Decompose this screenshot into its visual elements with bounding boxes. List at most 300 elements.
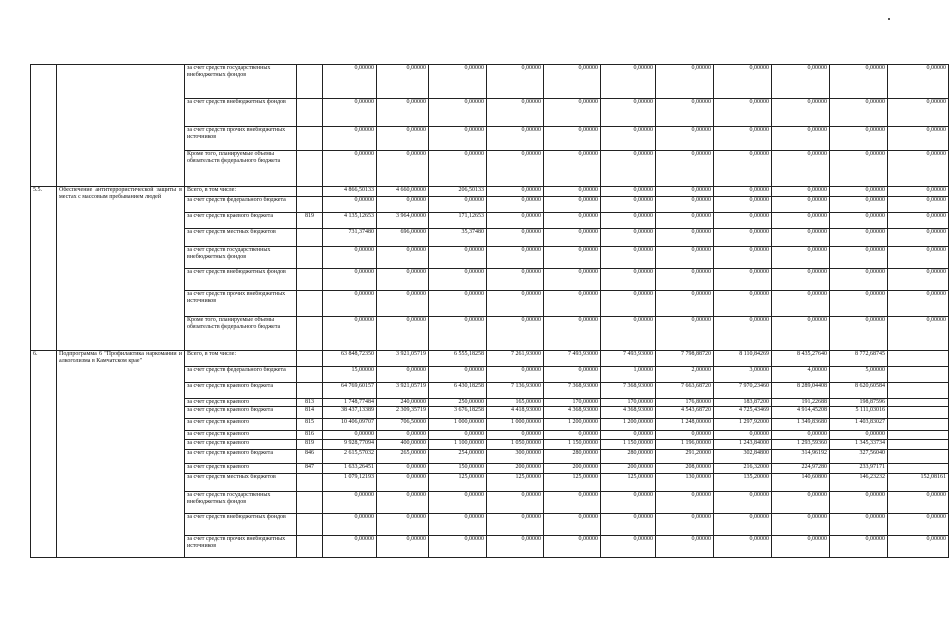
amount-cell: 63 848,72350 <box>323 351 377 367</box>
budget-code <box>297 65 323 99</box>
amount-cell: 64 769,60157 <box>323 383 377 399</box>
amount-cell: 224,97280 <box>772 464 830 474</box>
amount-cell: 0,00000 <box>377 317 429 351</box>
budget-code: 819 <box>297 213 323 229</box>
amount-cell: 0,00000 <box>323 269 377 291</box>
budget-code <box>297 492 323 514</box>
amount-cell: 0,00000 <box>323 247 377 269</box>
amount-cell: 1 349,83680 <box>772 419 830 431</box>
amount-cell: 0,00000 <box>601 492 656 514</box>
amount-cell: 0,00000 <box>487 536 544 558</box>
funding-source: за счет средств внебюджетных фондов <box>185 514 297 536</box>
amount-cell: 731,37480 <box>323 229 377 247</box>
amount-cell: 0,00000 <box>487 514 544 536</box>
amount-cell: 8 110,84269 <box>714 351 772 367</box>
amount-cell: 0,00000 <box>772 127 830 151</box>
amount-cell: 0,00000 <box>601 65 656 99</box>
amount-cell: 0,00000 <box>429 492 487 514</box>
amount-cell: 1 000,00000 <box>429 419 487 431</box>
amount-cell <box>888 399 949 407</box>
amount-cell: 0,00000 <box>772 536 830 558</box>
budget-code: 813 <box>297 399 323 407</box>
amount-cell: 7 368,93000 <box>544 383 601 399</box>
amount-cell: 0,00000 <box>487 367 544 383</box>
amount-cell: 208,00000 <box>656 464 714 474</box>
amount-cell <box>888 407 949 419</box>
funding-source: за счет средств прочих внебюджетных источников <box>185 536 297 558</box>
amount-cell: 0,00000 <box>830 269 888 291</box>
amount-cell: 0,00000 <box>377 464 429 474</box>
amount-cell: 130,00000 <box>656 474 714 492</box>
scan-dot <box>888 18 890 20</box>
amount-cell: 0,00000 <box>377 492 429 514</box>
amount-cell: 0,00000 <box>714 291 772 317</box>
item-number: 5.5. <box>31 187 57 351</box>
amount-cell: 1 150,00000 <box>544 440 601 450</box>
amount-cell: 3 921,05719 <box>377 383 429 399</box>
budget-code <box>297 197 323 213</box>
amount-cell: 0,00000 <box>656 317 714 351</box>
amount-cell: 400,00000 <box>377 440 429 450</box>
amount-cell: 0,00000 <box>429 65 487 99</box>
amount-cell: 0,00000 <box>544 65 601 99</box>
amount-cell: 200,00000 <box>544 464 601 474</box>
amount-cell: 0,00000 <box>601 151 656 187</box>
amount-cell: 696,00000 <box>377 229 429 247</box>
amount-cell: 3,00000 <box>714 367 772 383</box>
amount-cell: 0,00000 <box>487 229 544 247</box>
amount-cell: 2 615,57032 <box>323 450 377 464</box>
amount-cell: 0,00000 <box>544 269 601 291</box>
amount-cell <box>888 419 949 431</box>
table-row <box>31 351 949 367</box>
amount-cell: 0,00000 <box>888 99 949 127</box>
amount-cell: 0,00000 <box>601 514 656 536</box>
amount-cell: 4 660,00000 <box>377 187 429 197</box>
amount-cell: 0,00000 <box>830 187 888 197</box>
amount-cell: 291,20000 <box>656 450 714 464</box>
amount-cell: 0,00000 <box>487 431 544 440</box>
funding-source: за счет средств внебюджетных фондов <box>185 99 297 127</box>
amount-cell: 0,00000 <box>714 65 772 99</box>
amount-cell: 1 200,00000 <box>601 419 656 431</box>
amount-cell <box>888 383 949 399</box>
amount-cell: 0,00000 <box>377 269 429 291</box>
amount-cell: 0,00000 <box>714 127 772 151</box>
amount-cell: 0,00000 <box>377 474 429 492</box>
amount-cell: 314,96192 <box>772 450 830 464</box>
amount-cell: 15,00000 <box>323 367 377 383</box>
amount-cell: 216,32000 <box>714 464 772 474</box>
amount-cell: 0,00000 <box>429 431 487 440</box>
amount-cell: 8 435,27640 <box>772 351 830 367</box>
amount-cell: 0,00000 <box>772 197 830 213</box>
funding-source: за счет средств местных бюджетов <box>185 474 297 492</box>
amount-cell: 0,00000 <box>323 127 377 151</box>
funding-source: за счет средств краевого бюджета <box>185 213 297 229</box>
amount-cell: 5 111,03016 <box>830 407 888 419</box>
budget-code <box>297 514 323 536</box>
amount-cell: 0,00000 <box>830 213 888 229</box>
budget-code <box>297 229 323 247</box>
amount-cell: 0,00000 <box>888 151 949 187</box>
amount-cell: 0,00000 <box>323 291 377 317</box>
amount-cell: 4 135,12653 <box>323 213 377 229</box>
funding-source: Кроме того, планируемые объемы обязательств федерального бюджета <box>185 317 297 351</box>
amount-cell: 0,00000 <box>429 317 487 351</box>
amount-cell: 0,00000 <box>714 492 772 514</box>
budget-code <box>297 151 323 187</box>
amount-cell: 0,00000 <box>830 127 888 151</box>
amount-cell: 0,00000 <box>888 127 949 151</box>
table-body <box>31 65 949 558</box>
amount-cell: 0,00000 <box>377 536 429 558</box>
amount-cell: 1 100,00000 <box>429 440 487 450</box>
amount-cell: 0,00000 <box>487 269 544 291</box>
budget-code: 819 <box>297 440 323 450</box>
amount-cell: 0,00000 <box>601 99 656 127</box>
amount-cell: 0,00000 <box>601 197 656 213</box>
amount-cell: 1,00000 <box>601 367 656 383</box>
amount-cell: 1 633,26451 <box>323 464 377 474</box>
amount-cell: 0,00000 <box>888 197 949 213</box>
amount-cell: 1 079,12193 <box>323 474 377 492</box>
amount-cell: 0,00000 <box>487 99 544 127</box>
amount-cell: 0,00000 <box>772 269 830 291</box>
amount-cell: 0,00000 <box>544 247 601 269</box>
amount-cell: 265,00000 <box>377 450 429 464</box>
amount-cell: 0,00000 <box>601 269 656 291</box>
amount-cell: 0,00000 <box>601 291 656 317</box>
funding-source: Всего, в том числе: <box>185 187 297 197</box>
amount-cell: 0,00000 <box>656 213 714 229</box>
amount-cell: 0,00000 <box>772 229 830 247</box>
amount-cell: 0,00000 <box>656 65 714 99</box>
amount-cell: 135,20000 <box>714 474 772 492</box>
amount-cell: 0,00000 <box>714 151 772 187</box>
amount-cell <box>888 367 949 383</box>
amount-cell: 0,00000 <box>830 431 888 440</box>
amount-cell: 0,00000 <box>323 431 377 440</box>
amount-cell: 280,00000 <box>544 450 601 464</box>
amount-cell: 0,00000 <box>656 247 714 269</box>
amount-cell <box>888 464 949 474</box>
amount-cell: 7 663,68720 <box>656 383 714 399</box>
amount-cell: 0,00000 <box>772 213 830 229</box>
amount-cell: 0,00000 <box>772 99 830 127</box>
amount-cell: 8 772,68745 <box>830 351 888 367</box>
table-row <box>31 187 949 197</box>
funding-source: за счет средств краевого бюджета <box>185 407 297 419</box>
amount-cell: 1 243,84000 <box>714 440 772 450</box>
amount-cell: 170,00000 <box>601 399 656 407</box>
amount-cell: 0,00000 <box>656 492 714 514</box>
amount-cell: 1 196,00000 <box>656 440 714 450</box>
budget-code: 846 <box>297 450 323 464</box>
amount-cell <box>888 431 949 440</box>
amount-cell: 0,00000 <box>544 229 601 247</box>
amount-cell: 0,00000 <box>656 431 714 440</box>
amount-cell: 250,00000 <box>429 399 487 407</box>
amount-cell: 0,00000 <box>377 431 429 440</box>
amount-cell: 183,87200 <box>714 399 772 407</box>
amount-cell: 0,00000 <box>544 514 601 536</box>
amount-cell: 327,56040 <box>830 450 888 464</box>
amount-cell: 0,00000 <box>830 247 888 269</box>
amount-cell: 0,00000 <box>830 197 888 213</box>
amount-cell: 0,00000 <box>487 291 544 317</box>
amount-cell: 1 248,00000 <box>656 419 714 431</box>
amount-cell: 0,00000 <box>544 431 601 440</box>
amount-cell: 150,00000 <box>429 464 487 474</box>
amount-cell: 0,00000 <box>377 65 429 99</box>
budget-code <box>297 536 323 558</box>
amount-cell: 2 309,35719 <box>377 407 429 419</box>
budget-code <box>297 351 323 367</box>
funding-source: за счет средств краевого <box>185 419 297 431</box>
amount-cell: 0,00000 <box>323 536 377 558</box>
amount-cell: 7 136,93000 <box>487 383 544 399</box>
amount-cell: 0,00000 <box>714 514 772 536</box>
amount-cell: 0,00000 <box>601 536 656 558</box>
amount-cell: 0,00000 <box>830 65 888 99</box>
budget-table <box>30 64 949 558</box>
amount-cell: 0,00000 <box>656 187 714 197</box>
amount-cell: 0,00000 <box>888 213 949 229</box>
amount-cell: 198,87596 <box>830 399 888 407</box>
amount-cell: 1 293,59360 <box>772 440 830 450</box>
amount-cell: 0,00000 <box>772 317 830 351</box>
amount-cell: 4 866,50133 <box>323 187 377 197</box>
amount-cell: 171,12653 <box>429 213 487 229</box>
amount-cell: 4 368,93000 <box>601 407 656 419</box>
amount-cell: 0,00000 <box>429 291 487 317</box>
amount-cell: 280,00000 <box>601 450 656 464</box>
amount-cell: 0,00000 <box>830 514 888 536</box>
amount-cell: 7 261,93000 <box>487 351 544 367</box>
budget-code: 816 <box>297 431 323 440</box>
item-number <box>31 65 57 187</box>
amount-cell: 0,00000 <box>487 213 544 229</box>
amount-cell: 0,00000 <box>656 197 714 213</box>
amount-cell: 0,00000 <box>656 291 714 317</box>
amount-cell: 0,00000 <box>772 187 830 197</box>
funding-source: за счет средств государственных внебюджетных фондов <box>185 247 297 269</box>
amount-cell: 0,00000 <box>656 229 714 247</box>
amount-cell: 0,00000 <box>377 197 429 213</box>
amount-cell: 6 555,18258 <box>429 351 487 367</box>
amount-cell: 240,00000 <box>377 399 429 407</box>
programme-name: Подпрограмма 6 "Профилактика наркомании и алкоголизма в Камчатском крае" <box>57 351 185 558</box>
amount-cell: 0,00000 <box>888 317 949 351</box>
amount-cell: 125,00000 <box>487 474 544 492</box>
amount-cell <box>888 440 949 450</box>
amount-cell: 0,00000 <box>377 99 429 127</box>
amount-cell: 5,00000 <box>830 367 888 383</box>
amount-cell: 0,00000 <box>429 536 487 558</box>
amount-cell: 0,00000 <box>656 127 714 151</box>
amount-cell: 0,00000 <box>487 65 544 99</box>
amount-cell: 0,00000 <box>323 492 377 514</box>
amount-cell: 4 418,93000 <box>487 407 544 419</box>
amount-cell: 4 725,43469 <box>714 407 772 419</box>
amount-cell: 3 964,00000 <box>377 213 429 229</box>
amount-cell: 200,00000 <box>601 464 656 474</box>
amount-cell: 4,00000 <box>772 367 830 383</box>
amount-cell: 0,00000 <box>772 65 830 99</box>
amount-cell: 1 345,33734 <box>830 440 888 450</box>
amount-cell: 0,00000 <box>429 197 487 213</box>
amount-cell: 0,00000 <box>888 291 949 317</box>
amount-cell <box>888 351 949 367</box>
amount-cell: 176,80000 <box>656 399 714 407</box>
amount-cell: 0,00000 <box>656 514 714 536</box>
amount-cell: 7 493,93000 <box>544 351 601 367</box>
amount-cell: 7 970,23460 <box>714 383 772 399</box>
amount-cell: 0,00000 <box>429 269 487 291</box>
amount-cell: 1 297,92000 <box>714 419 772 431</box>
budget-code <box>297 99 323 127</box>
amount-cell: 7 493,93000 <box>601 351 656 367</box>
amount-cell: 0,00000 <box>888 492 949 514</box>
amount-cell: 0,00000 <box>544 367 601 383</box>
amount-cell: 0,00000 <box>323 99 377 127</box>
budget-code <box>297 291 323 317</box>
amount-cell: 0,00000 <box>772 492 830 514</box>
amount-cell: 0,00000 <box>544 492 601 514</box>
amount-cell: 0,00000 <box>714 213 772 229</box>
amount-cell: 0,00000 <box>714 247 772 269</box>
amount-cell: 0,00000 <box>544 213 601 229</box>
amount-cell: 140,60800 <box>772 474 830 492</box>
amount-cell: 0,00000 <box>323 151 377 187</box>
budget-code: 815 <box>297 419 323 431</box>
funding-source: за счет средств федерального бюджета <box>185 367 297 383</box>
amount-cell: 0,00000 <box>830 536 888 558</box>
amount-cell: 0,00000 <box>830 291 888 317</box>
amount-cell: 0,00000 <box>656 151 714 187</box>
amount-cell: 0,00000 <box>714 269 772 291</box>
amount-cell: 0,00000 <box>772 431 830 440</box>
amount-cell: 2,00000 <box>656 367 714 383</box>
amount-cell: 1 050,00000 <box>487 440 544 450</box>
amount-cell: 0,00000 <box>714 229 772 247</box>
amount-cell: 0,00000 <box>830 317 888 351</box>
amount-cell: 0,00000 <box>830 99 888 127</box>
budget-code <box>297 187 323 197</box>
amount-cell: 0,00000 <box>888 247 949 269</box>
amount-cell: 9 928,77094 <box>323 440 377 450</box>
amount-cell: 0,00000 <box>544 291 601 317</box>
funding-source: за счет средств краевого бюджета <box>185 450 297 464</box>
amount-cell: 0,00000 <box>601 317 656 351</box>
amount-cell: 0,00000 <box>888 514 949 536</box>
amount-cell: 1 000,00000 <box>487 419 544 431</box>
amount-cell: 0,00000 <box>888 187 949 197</box>
budget-code <box>297 383 323 399</box>
programme-name: Обеспечение антитеррористической защиты в местах с массовым пребыванием людей <box>57 187 185 351</box>
amount-cell: 1 150,00000 <box>601 440 656 450</box>
amount-cell: 0,00000 <box>544 99 601 127</box>
budget-code: 814 <box>297 407 323 419</box>
amount-cell: 38 437,13389 <box>323 407 377 419</box>
amount-cell: 254,00000 <box>429 450 487 464</box>
amount-cell: 0,00000 <box>601 247 656 269</box>
amount-cell: 0,00000 <box>601 127 656 151</box>
amount-cell: 0,00000 <box>772 247 830 269</box>
funding-source: за счет средств прочих внебюджетных источников <box>185 127 297 151</box>
amount-cell: 0,00000 <box>487 197 544 213</box>
amount-cell: 0,00000 <box>487 151 544 187</box>
amount-cell: 0,00000 <box>377 151 429 187</box>
amount-cell: 0,00000 <box>544 151 601 187</box>
amount-cell: 0,00000 <box>429 127 487 151</box>
amount-cell: 0,00000 <box>429 247 487 269</box>
amount-cell: 8 620,60584 <box>830 383 888 399</box>
amount-cell: 0,00000 <box>323 197 377 213</box>
amount-cell: 8 289,04408 <box>772 383 830 399</box>
amount-cell: 4 914,45208 <box>772 407 830 419</box>
amount-cell: 0,00000 <box>601 187 656 197</box>
amount-cell: 3 676,18258 <box>429 407 487 419</box>
programme-name <box>57 65 185 187</box>
amount-cell: 200,00000 <box>487 464 544 474</box>
budget-code <box>297 127 323 151</box>
funding-source: Кроме того, планируемые объемы обязательств федерального бюджета <box>185 151 297 187</box>
budget-code <box>297 474 323 492</box>
amount-cell: 233,97171 <box>830 464 888 474</box>
amount-cell: 10 406,09707 <box>323 419 377 431</box>
funding-source: за счет средств краевого <box>185 464 297 474</box>
amount-cell: 0,00000 <box>830 492 888 514</box>
budget-code <box>297 247 323 269</box>
amount-cell: 0,00000 <box>377 247 429 269</box>
amount-cell: 1 403,83027 <box>830 419 888 431</box>
amount-cell: 6 430,18258 <box>429 383 487 399</box>
amount-cell: 0,00000 <box>656 99 714 127</box>
amount-cell: 0,00000 <box>487 317 544 351</box>
amount-cell: 0,00000 <box>714 99 772 127</box>
amount-cell: 0,00000 <box>323 514 377 536</box>
funding-source: за счет средств федерального бюджета <box>185 197 297 213</box>
amount-cell: 0,00000 <box>429 367 487 383</box>
funding-source: за счет средств краевого <box>185 431 297 440</box>
budget-code: 847 <box>297 464 323 474</box>
funding-source: за счет средств прочих внебюджетных источников <box>185 291 297 317</box>
amount-cell: 0,00000 <box>656 536 714 558</box>
funding-source: за счет средств внебюджетных фондов <box>185 269 297 291</box>
funding-source: за счет средств местных бюджетов <box>185 229 297 247</box>
amount-cell: 0,00000 <box>544 317 601 351</box>
amount-cell: 0,00000 <box>772 291 830 317</box>
funding-source: Всего, в том числе: <box>185 351 297 367</box>
amount-cell: 0,00000 <box>714 536 772 558</box>
amount-cell: 0,00000 <box>429 151 487 187</box>
amount-cell: 0,00000 <box>772 151 830 187</box>
amount-cell: 4 368,93000 <box>544 407 601 419</box>
amount-cell: 300,00000 <box>487 450 544 464</box>
amount-cell: 0,00000 <box>429 99 487 127</box>
amount-cell: 3 921,05719 <box>377 351 429 367</box>
amount-cell: 0,00000 <box>377 514 429 536</box>
amount-cell: 0,00000 <box>601 213 656 229</box>
amount-cell: 125,00000 <box>601 474 656 492</box>
amount-cell <box>888 450 949 464</box>
funding-source: за счет средств краевого бюджета <box>185 383 297 399</box>
amount-cell: 152,08161 <box>888 474 949 492</box>
amount-cell: 0,00000 <box>377 367 429 383</box>
amount-cell: 1 200,00000 <box>544 419 601 431</box>
